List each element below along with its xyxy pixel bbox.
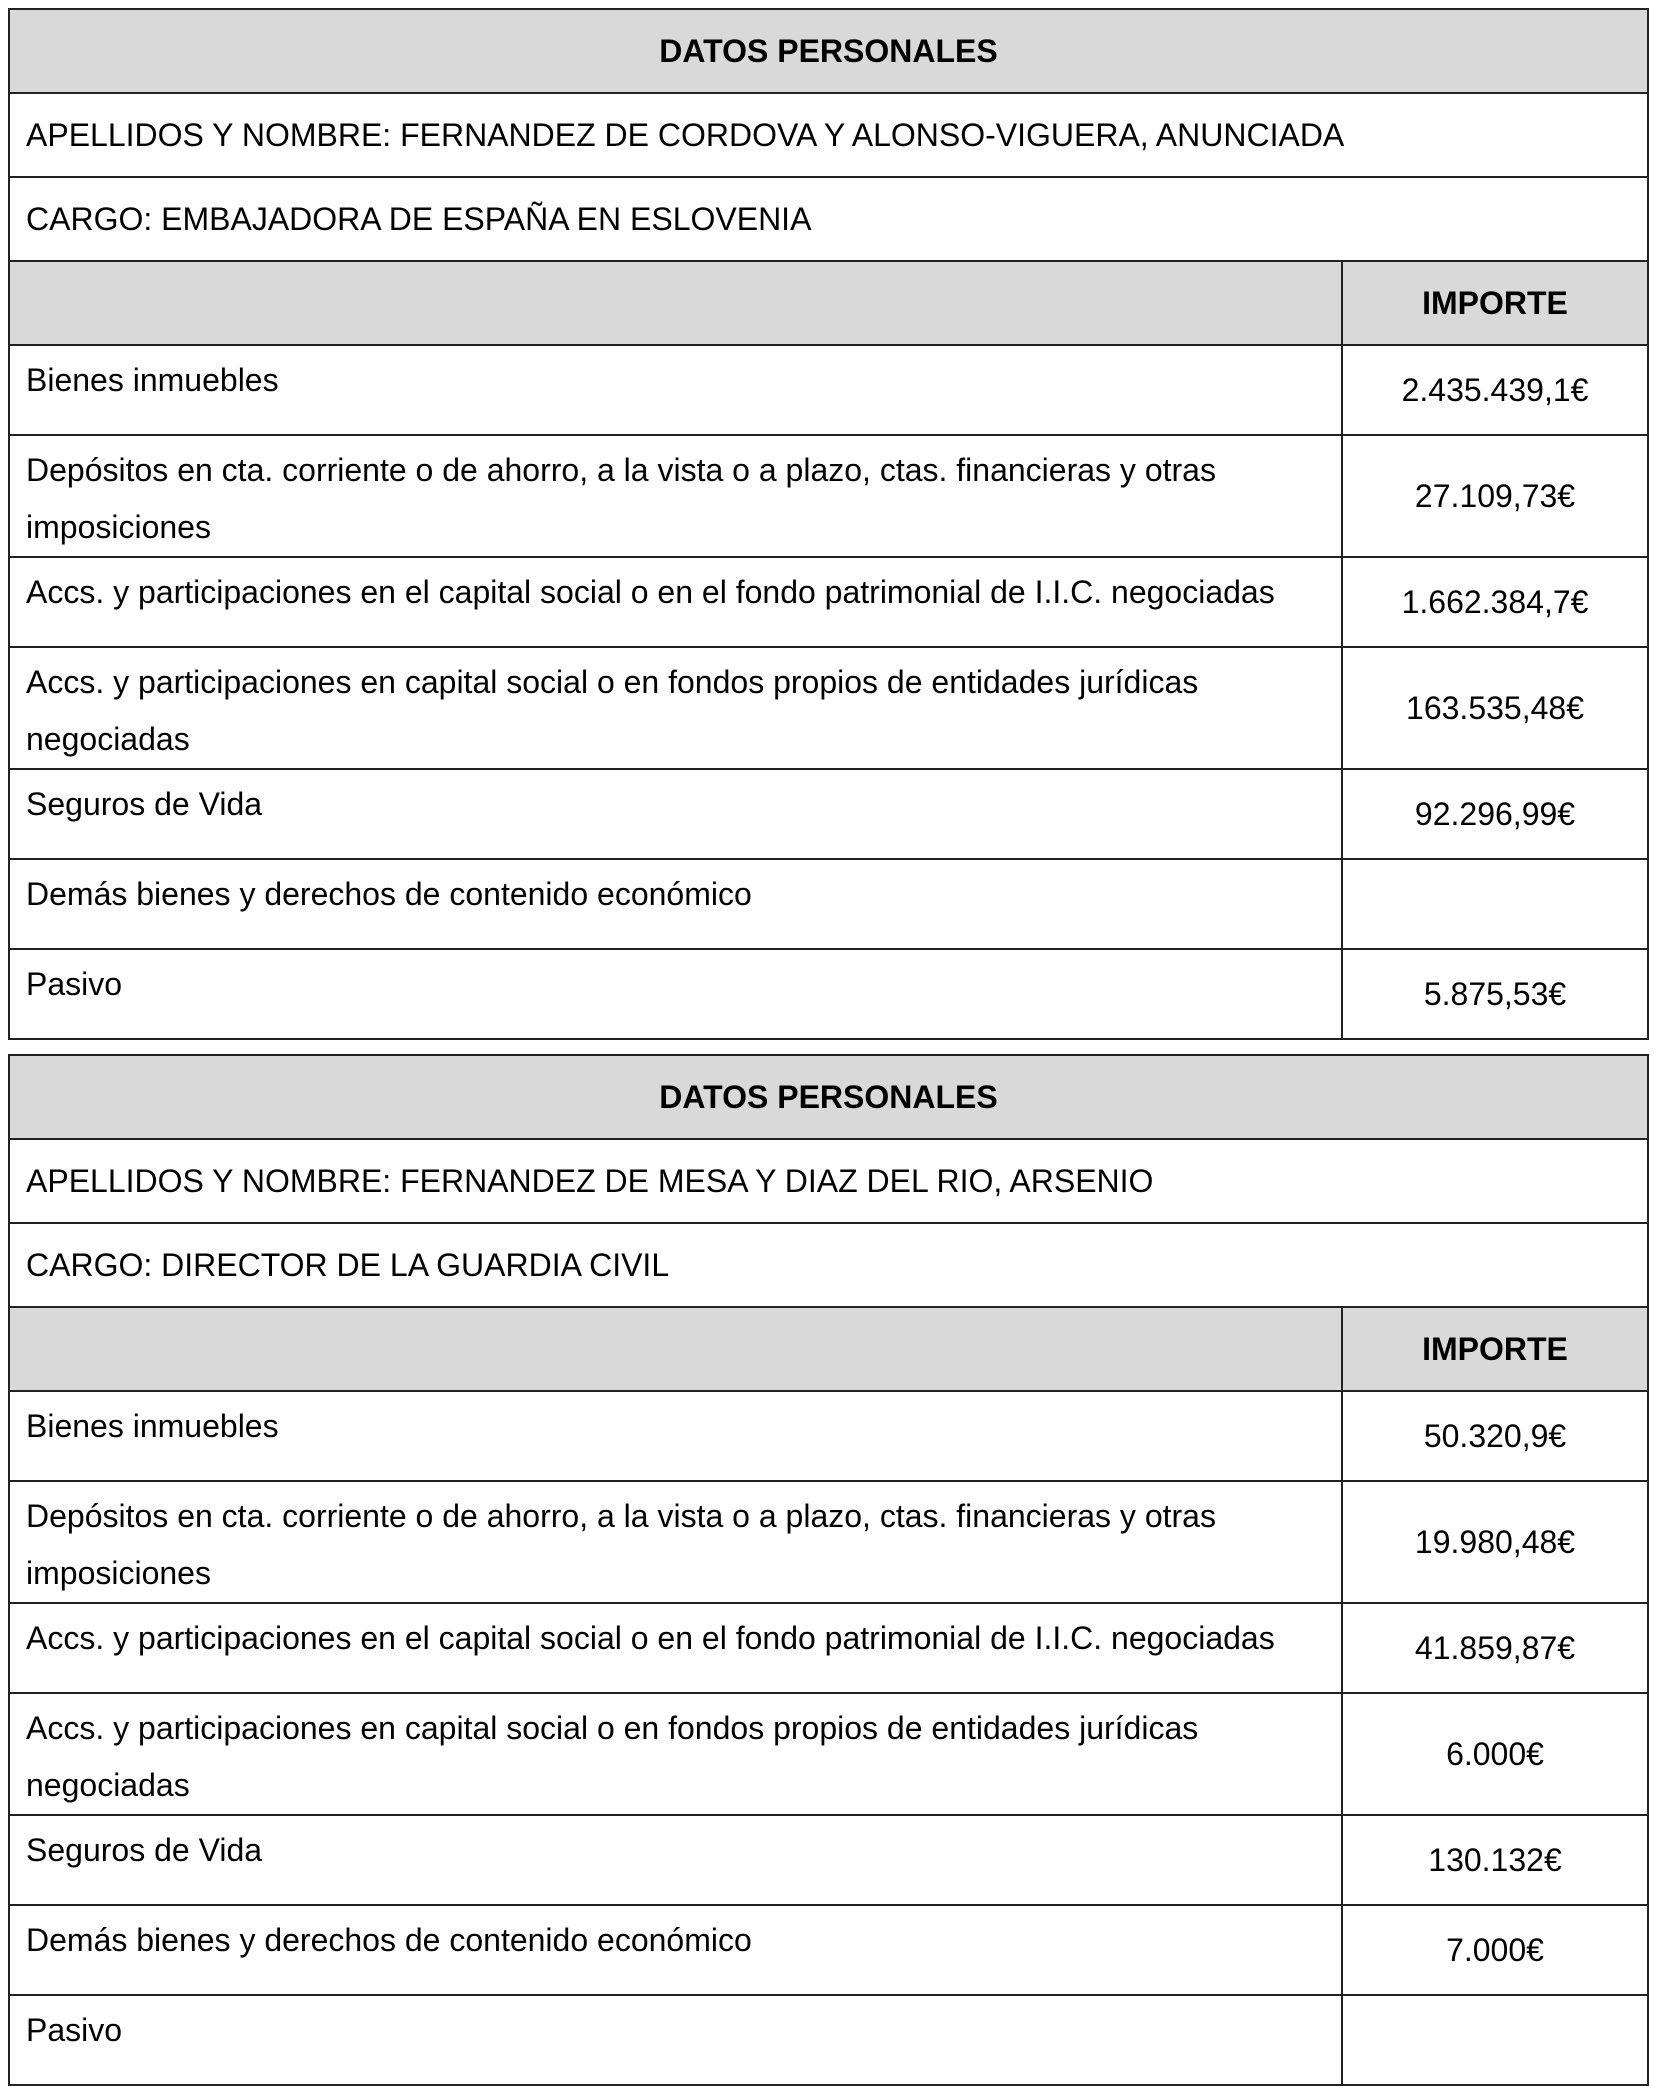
table-row <box>9 1905 1648 1995</box>
header-blank-cell <box>9 1307 1342 1391</box>
section-title: DATOS PERSONALES <box>9 9 1648 93</box>
table-row <box>9 949 1648 1039</box>
table-row <box>9 1481 1648 1603</box>
row-amount: 92.296,99€ <box>1342 769 1648 859</box>
name-line: APELLIDOS Y NOMBRE: FERNANDEZ DE MESA Y DIAZ DEL RIO, ARSENIO <box>9 1139 1648 1223</box>
asset-declaration-table <box>8 8 1649 1040</box>
row-label: Pasivo <box>9 1995 1342 2085</box>
table-row <box>9 345 1648 435</box>
row-label: Accs. y participaciones en capital social o en fondos propios de entidades jurídicas negociadas <box>9 1693 1342 1815</box>
table-row <box>9 1391 1648 1481</box>
cargo-line: CARGO: DIRECTOR DE LA GUARDIA CIVIL <box>9 1223 1648 1307</box>
row-amount: 1.662.384,7€ <box>1342 557 1648 647</box>
table-row <box>9 1693 1648 1815</box>
row-label: Pasivo <box>9 949 1342 1039</box>
amount-header: IMPORTE <box>1342 1307 1648 1391</box>
row-amount: 5.875,53€ <box>1342 949 1648 1039</box>
row-label: Bienes inmuebles <box>9 1391 1342 1481</box>
row-label: Depósitos en cta. corriente o de ahorro, a la vista o a plazo, ctas. financieras y otras imposiciones <box>9 1481 1342 1603</box>
row-label: Accs. y participaciones en el capital social o en el fondo patrimonial de I.I.C. negociadas <box>9 1603 1342 1693</box>
row-amount: 130.132€ <box>1342 1815 1648 1905</box>
table-row <box>9 1603 1648 1693</box>
row-label: Accs. y participaciones en el capital social o en el fondo patrimonial de I.I.C. negociadas <box>9 557 1342 647</box>
table-row <box>9 1815 1648 1905</box>
row-amount: 2.435.439,1€ <box>1342 345 1648 435</box>
row-label: Demás bienes y derechos de contenido económico <box>9 859 1342 949</box>
row-label: Seguros de Vida <box>9 1815 1342 1905</box>
name-line: APELLIDOS Y NOMBRE: FERNANDEZ DE CORDOVA Y ALONSO-VIGUERA, ANUNCIADA <box>9 93 1648 177</box>
row-amount: 19.980,48€ <box>1342 1481 1648 1603</box>
section-title: DATOS PERSONALES <box>9 1055 1648 1139</box>
table-row <box>9 435 1648 557</box>
row-amount: 7.000€ <box>1342 1905 1648 1995</box>
row-amount <box>1342 859 1648 949</box>
header-blank-cell <box>9 261 1342 345</box>
table-row <box>9 859 1648 949</box>
table-row <box>9 1995 1648 2085</box>
row-label: Seguros de Vida <box>9 769 1342 859</box>
row-amount: 41.859,87€ <box>1342 1603 1648 1693</box>
row-label: Demás bienes y derechos de contenido económico <box>9 1905 1342 1995</box>
row-amount <box>1342 1995 1648 2085</box>
amount-header: IMPORTE <box>1342 261 1648 345</box>
asset-declaration-table <box>8 1054 1649 2086</box>
cargo-line: CARGO: EMBAJADORA DE ESPAÑA EN ESLOVENIA <box>9 177 1648 261</box>
row-amount: 27.109,73€ <box>1342 435 1648 557</box>
row-label: Depósitos en cta. corriente o de ahorro, a la vista o a plazo, ctas. financieras y otras imposiciones <box>9 435 1342 557</box>
row-amount: 163.535,48€ <box>1342 647 1648 769</box>
table-row <box>9 769 1648 859</box>
table-row <box>9 647 1648 769</box>
row-amount: 6.000€ <box>1342 1693 1648 1815</box>
table-row <box>9 557 1648 647</box>
row-label: Accs. y participaciones en capital social o en fondos propios de entidades jurídicas negociadas <box>9 647 1342 769</box>
row-amount: 50.320,9€ <box>1342 1391 1648 1481</box>
row-label: Bienes inmuebles <box>9 345 1342 435</box>
